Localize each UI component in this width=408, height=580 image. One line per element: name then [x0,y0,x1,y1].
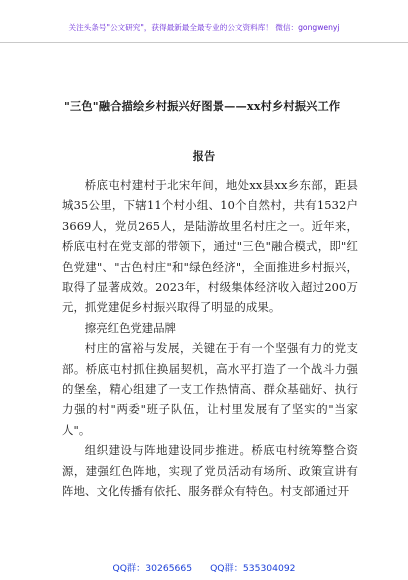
page-header [0,0,408,43]
paragraph-party-branch: 村庄的富裕与发展，关键在于有一个坚强有力的党支部。桥底屯村抓住换届契机，高水平打造了一个战斗力强的堡垒，精心组建了一支工作热情高、群众基础好、执行力强的村"两委"班子队伍，让村里发展有了坚实的"当家人"。 [62,341,358,437]
paragraph-organization: 组织建设与阵地建设同步推进。桥底屯村统筹整合资源，建强红色阵地，实现了党员活动有场所、政策宣讲有阵地、文化传播有依托、服务群众有特色。村支部通过开 [62,443,358,499]
section-subheading: 擦亮红色党建品牌 [84,320,176,335]
footer-qq-group-1: QQ群：30265665 [112,563,193,574]
document-title-line-1: "三色"融合描绘乡村振兴好图景——xx村乡村振兴工作 [64,99,341,113]
footer-qq-group-2: QQ群：535304092 [210,563,296,574]
paragraph-intro: 桥底屯村建村于北宋年间，地处xx县xx乡东部，距县城35公里，下辖11个村小组、10个自然村，共有1532户3669人，党员265人，是陆游故里名村庄之一。近年来，桥底屯村在党支部的带领下，通过"三色"融合模式，即"红色党建"、"古色村庄"和"绿色经济"，全面推进乡村振兴，取得了显著成效。2023年，村级集体经济收入超过200万元，抓党建促乡村振兴取得了明显的成果。 [62,178,358,315]
document-body [62,175,358,502]
header-notice: 关注头条号"公文研究"，获得最新最全最专业的公文资料库！ 微信：gongwenyj [68,23,340,32]
page-footer [0,560,408,574]
document-title-line-2: 报告 [192,149,216,163]
